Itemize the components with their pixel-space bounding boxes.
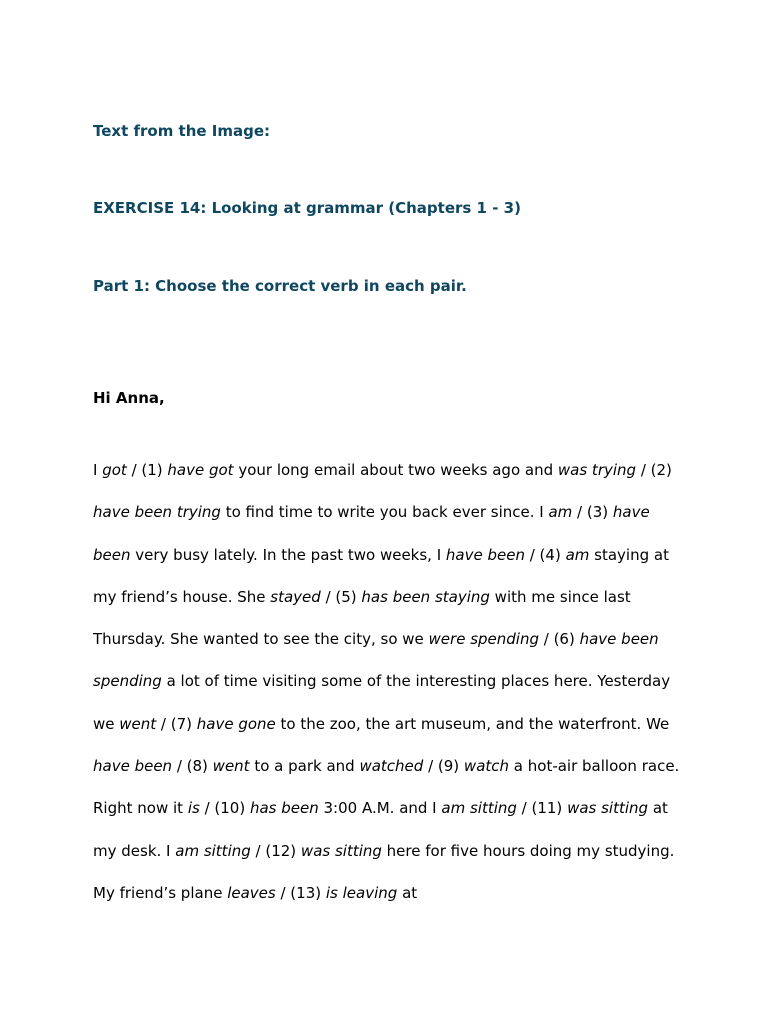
- paragraph-text: to the zoo, the art museum, and the waterfront. We: [275, 714, 670, 733]
- verb-choice: have been trying: [93, 503, 221, 522]
- letter-greeting: Hi Anna,: [93, 389, 165, 407]
- paragraph-text: / (6): [538, 630, 580, 649]
- verb-choice: were spending: [428, 630, 539, 649]
- paragraph-text: / (2): [636, 461, 672, 479]
- verb-choice: have been: [93, 503, 650, 564]
- verb-choice: has been staying: [361, 587, 490, 606]
- paragraph-text: at: [397, 883, 418, 902]
- paragraph-text: / (13): [275, 883, 326, 902]
- verb-choice: stayed: [270, 587, 321, 606]
- verb-choice: leaves: [227, 883, 276, 902]
- exercise-title: EXERCISE 14: Looking at grammar (Chapters 1 - 3): [93, 199, 521, 217]
- paragraph-text: a hot-air balloon race. Right now it: [93, 757, 680, 818]
- paragraph-text: / (5): [320, 587, 362, 606]
- verb-choice: has been: [249, 799, 319, 818]
- intro-heading: Text from the Image:: [93, 122, 271, 140]
- verb-choice: have been spending: [93, 630, 659, 691]
- paragraph-text: / (12): [250, 841, 301, 860]
- verb-choice: went: [212, 757, 250, 776]
- paragraph-text: / (10): [199, 799, 250, 818]
- paragraph-text: / (3): [572, 503, 613, 522]
- verb-choice: watch: [463, 757, 510, 776]
- paragraph-text: / (1): [126, 461, 168, 479]
- paragraph-text: here for five hours doing my studying. My friend’s plane: [93, 841, 675, 902]
- verb-choice: was sitting: [567, 799, 649, 818]
- verb-choice: watched: [359, 757, 424, 776]
- paragraph-text: your long email about two weeks ago and: [233, 461, 558, 479]
- paragraph-text: at my desk. I: [93, 799, 668, 860]
- paragraph-text: staying at my friend’s house. She: [93, 545, 669, 606]
- verb-choice: got: [102, 461, 127, 479]
- paragraph-text: / (8): [172, 757, 213, 776]
- verb-choice: have gone: [196, 714, 276, 733]
- paragraph-text: very busy lately. In the past two weeks, I: [130, 545, 446, 564]
- paragraph-text: 3:00 A.M. and I: [318, 799, 442, 818]
- paragraph-text: / (7): [156, 714, 197, 733]
- paragraph-text: / (9): [423, 757, 464, 776]
- verb-choice: am sitting: [175, 841, 251, 860]
- paragraph-text: to a park and: [249, 757, 360, 776]
- paragraph-text: / (11): [516, 799, 568, 818]
- letter-body-paragraph: [93, 449, 683, 914]
- part-title: Part 1: Choose the correct verb in each pair.: [93, 277, 467, 295]
- verb-choice: went: [119, 714, 157, 733]
- paragraph-text: to find time to write you back ever since. I: [220, 503, 549, 522]
- verb-choice: am: [565, 545, 590, 564]
- paragraph-text: / (4): [524, 545, 566, 564]
- verb-choice: was trying: [557, 461, 637, 479]
- verb-choice: have got: [167, 461, 234, 479]
- verb-choice: was sitting: [300, 841, 382, 860]
- verb-choice: have been: [93, 757, 173, 776]
- verb-choice: have been: [445, 545, 525, 564]
- paragraph-text: I: [93, 461, 103, 479]
- verb-choice: is leaving: [325, 883, 398, 902]
- paragraph-text: a lot of time visiting some of the interesting places here. Yesterday we: [93, 672, 671, 733]
- verb-choice: am sitting: [441, 799, 517, 818]
- verb-choice: am: [548, 503, 573, 522]
- verb-choice: is: [187, 799, 200, 818]
- paragraph-text: with me since last Thursday. She wanted to see the city, so we: [93, 587, 631, 649]
